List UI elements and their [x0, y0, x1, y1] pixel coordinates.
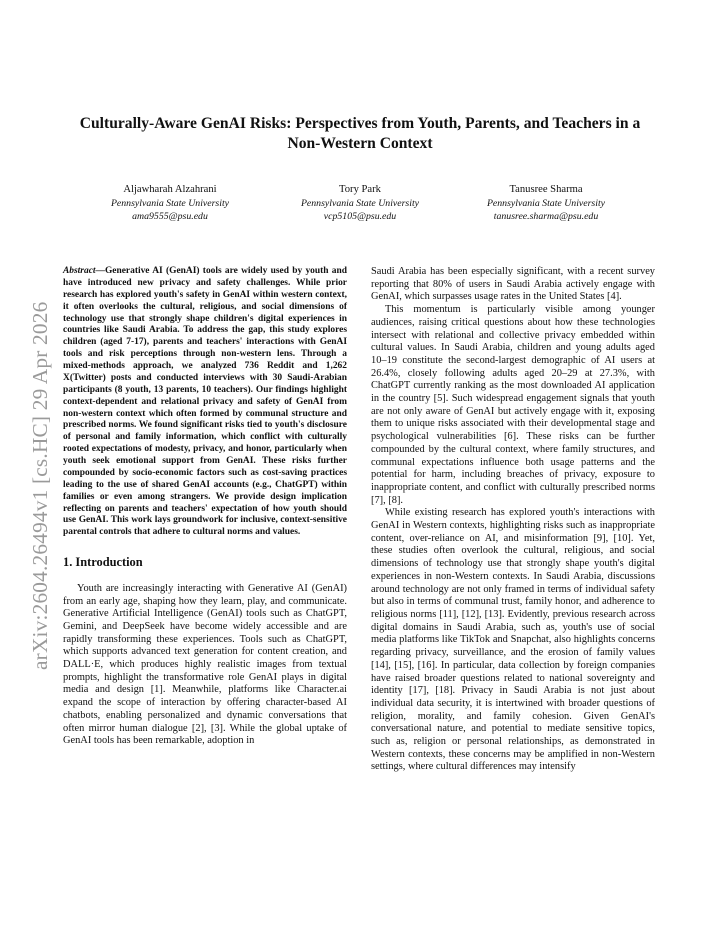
section-heading-introduction: 1. Introduction [63, 555, 143, 570]
title-line-1: Culturally-Aware GenAI Risks: Perspectives from Youth, Parents, and Teachers in a [79, 115, 641, 132]
intro-paragraph-3: This momentum is particularly visible among younger audiences, raising critical questions about how these technologies intersect with relational and collective privacy embedded within cultural values. In Saudi Arabia, children and young adults aged 10–19 constitute the second-largest demographic of AI users at 26.4%, closely following adults aged 20–29 at 27.3%, with ChatGPT currently ranking as the most downloaded AI application in the country [5]. Such widespread engagement signals that youth are not only aware of GenAI but actively engage with it, exposing them to unique risks associated with their developmental stage and psychological vulnerabilities [6]. These risks can be further compounded by the cultural context, where family structures, and communal expectations influence both usage patterns and the potential for harm, including breaches of privacy, exposure to inappropriate content, and conflict with culturally prescribed norms [7], [8]. [371, 304, 655, 506]
author-affiliation: Pennsylvania State University [486, 197, 606, 209]
intro-paragraph-1: Youth are increasingly interacting with Generative AI (GenAI) from an early age, shaping how they learn, play, and communicate. Generative Artificial Intelligence (GenAI) tools such as ChatGPT, Gemini, and DeepSeek have become widely accessible and are rapidly transforming these experiences. Tools such as ChatGPT, which supports advanced text generation for content creation, and DALL·E, which produces highly realistic images from textual prompts, highlight the transformative role GenAI plays in digital media and design [1]. Meanwhile, platforms like Character.ai expand the scope of interaction by offering character-based AI chatbots, enabling personalized and dynamic conversations that often mirror human dialogue [2], [3]. While the global uptake of GenAI tools has been remarkable, adoption in [63, 582, 347, 747]
abstract-label: Abstract— [63, 266, 105, 276]
author-3 [436, 183, 656, 224]
author-name: Aljawharah Alzahrani [123, 184, 217, 195]
author-block [60, 183, 660, 229]
author-email: tanusree.sharma@psu.edu [493, 211, 599, 222]
author-email: vcp5105@psu.edu [323, 211, 397, 222]
abstract [63, 266, 347, 539]
intro-paragraph-2: Saudi Arabia has been especially significant, with a recent survey reporting that 80% of users in Saudi Arabia actively engage with GenAI, which surpasses usage rates in the United States [4]. [371, 266, 655, 303]
left-column [63, 266, 347, 748]
title-line-2: Non-Western Context [287, 135, 433, 152]
author-1 [60, 183, 280, 224]
right-column [371, 266, 655, 774]
author-affiliation: Pennsylvania State University [300, 197, 420, 209]
author-name: Tanusree Sharma [509, 184, 583, 195]
author-email: ama9555@psu.edu [132, 211, 208, 222]
author-affiliation: Pennsylvania State University [110, 197, 230, 209]
arxiv-sidebar-stamp [20, 258, 60, 670]
paper-title [40, 114, 680, 154]
intro-paragraph-4: While existing research has explored youth's interactions with GenAI in Western contexts, highlighting risks such as inappropriate content, over-reliance on AI, and misinformation [9], [10]. Yet, these studies often overlook the cultural, religious, and social dimensions of technology use that strongly shape youth's digital experiences in non-Western contexts. In Saudi Arabia, discussions around technology are not only framed in terms of individual safety but also in terms of communal trust, family honor, and adherence to religious norms [11], [12], [13]. Evidently, previous research across digital domains in Saudi Arabia, such as, youth's use of social media platforms like TikTok and Snapchat, also highlights concerns regarding privacy, surveillance, and the erosion of family values [14], [15], [16]. In particular, data collection by foreign companies have raised broader questions related to national sovereignty and identity [17], [18]. Privacy in Saudi Arabia is not just about individual data security, it is intertwined with broader questions of religion, morality, and family cohesion. Given GenAI's conversational nature, and potential to mediate sensitive topics, such as, religion or personal relationships, as demonstrated in Western contexts, these concerns may be amplified in non-Western settings, where cultural differences may intensify [371, 507, 655, 773]
abstract-text: Generative AI (GenAI) tools are widely used by youth and have introduced new privacy and safety challenges. While prior research has explored youth's safety in GenAI within western context, it often overlooks the cultural, religious, and social dimensions of technology use that strongly shape children's digital experiences in countries like Saudi Arabia. To address the gap, this study explores children (aged 7-17), parents and teachers' interactions with GenAI tools and risk perceptions through non-western lens. Through a mixed-methods approach, we analyzed 736 Reddit and 1,262 X(Twitter) posts and conducted interviews with 30 Saudi-Arabian participants (8 youth, 13 parents, 10 teachers). Our findings highlight context-dependent and relational privacy and safety of GenAI from non-western context which often formed by communal structure and prescribed norms. We found significant risks tied to youth's disclosure of personal and family information, which conflict with culturally rooted expectations of modesty, privacy, and honor, particularly when youth seek emotional support from GenAI. These risks further compounded by socio-economic factors such as cost-saving practices leading to the use of shared GenAI accounts (e.g., ChatGPT) within families or even among strangers. We provide design implication reflecting on parents and teachers' expectation of how youth should use GenAI. This work lays groundwork for inclusive, context-sensitive parental controls that adhere to cultural norms and values. [63, 266, 347, 538]
author-name: Tory Park [339, 184, 381, 195]
arxiv-identifier: arXiv:2604.26494v1 [cs.HC] 29 Apr 2026 [28, 301, 52, 670]
